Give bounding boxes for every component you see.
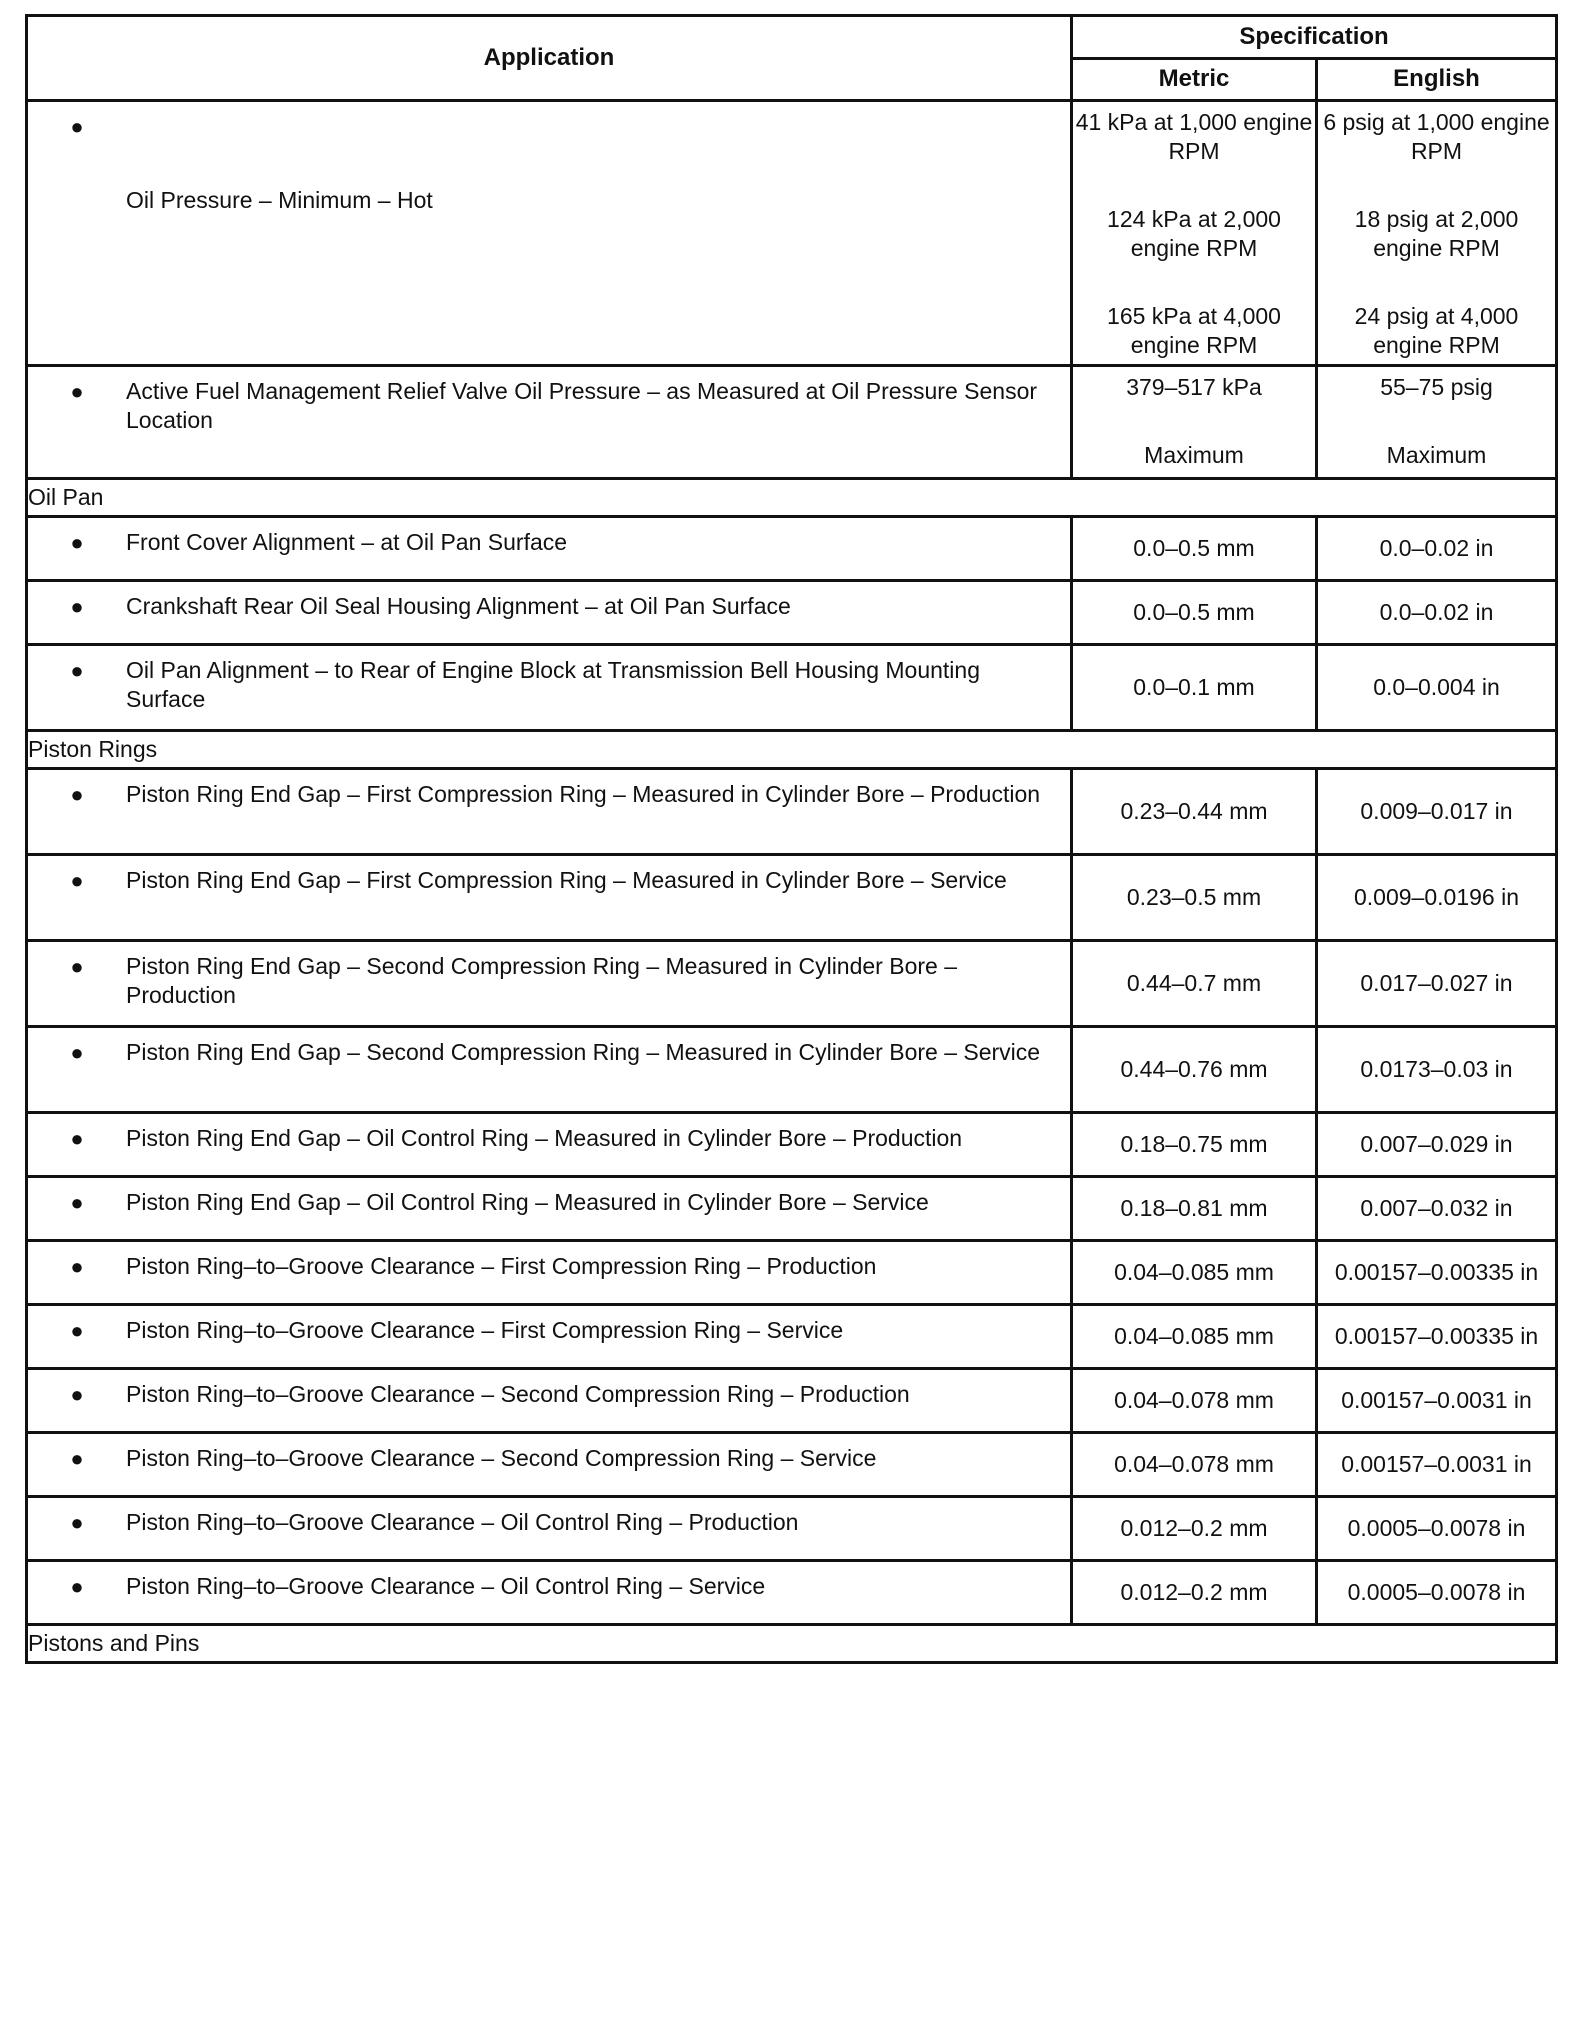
bullet-icon: ● — [70, 1382, 84, 1407]
application-cell — [27, 1113, 1072, 1177]
english-value: 24 psig at 4,000 engine RPM — [1354, 303, 1519, 358]
metric-value: 0.23–0.44 mm — [1072, 769, 1317, 855]
application-text: Piston Ring End Gap – Second Compression Ring – Measured in Cylinder Bore – Production — [126, 953, 957, 1008]
table-row — [27, 1497, 1557, 1561]
bullet-icon: ● — [70, 1040, 84, 1065]
bullet-icon: ● — [70, 594, 84, 619]
bullet-icon: ● — [70, 1510, 84, 1535]
english-value: 0.0173–0.03 in — [1317, 1027, 1557, 1113]
bullet-icon: ● — [70, 1318, 84, 1343]
section-row — [27, 731, 1557, 769]
application-cell — [27, 645, 1072, 731]
table-row — [27, 366, 1557, 479]
english-value: 18 psig at 2,000 engine RPM — [1354, 206, 1519, 261]
application-text: Piston Ring End Gap – Oil Control Ring – Measured in Cylinder Bore – Production — [126, 1125, 963, 1151]
bullet-icon: ● — [70, 1446, 84, 1471]
bullet-icon: ● — [70, 954, 84, 979]
metric-cell — [1072, 366, 1317, 479]
application-text: Piston Ring–to–Groove Clearance – First Compression Ring – Service — [126, 1317, 844, 1343]
table-row — [27, 1113, 1557, 1177]
metric-value: 0.04–0.078 mm — [1072, 1433, 1317, 1497]
english-value: 0.00157–0.00335 in — [1317, 1241, 1557, 1305]
table-row — [27, 101, 1557, 366]
english-cell — [1317, 101, 1557, 366]
metric-value: 0.0–0.5 mm — [1072, 581, 1317, 645]
section-title: Oil Pan — [27, 479, 1557, 517]
application-text: Piston Ring–to–Groove Clearance – Oil Control Ring – Production — [126, 1509, 799, 1535]
english-value: 0.0–0.02 in — [1317, 517, 1557, 581]
english-cell — [1317, 366, 1557, 479]
application-text: Piston Ring–to–Groove Clearance – Second Compression Ring – Service — [126, 1445, 877, 1471]
table-row — [27, 517, 1557, 581]
application-cell — [27, 517, 1072, 581]
application-text: Active Fuel Management Relief Valve Oil Pressure – as Measured at Oil Pressure Sensor Location — [126, 378, 1038, 433]
table-row — [27, 1027, 1557, 1113]
table-row — [27, 1369, 1557, 1433]
application-cell — [27, 1027, 1072, 1113]
section-row — [27, 479, 1557, 517]
english-header: English — [1317, 58, 1557, 101]
metric-value: 0.04–0.085 mm — [1072, 1305, 1317, 1369]
table-row — [27, 769, 1557, 855]
metric-value: 0.23–0.5 mm — [1072, 855, 1317, 941]
english-value: 0.00157–0.00335 in — [1317, 1305, 1557, 1369]
english-value: 0.0005–0.0078 in — [1317, 1561, 1557, 1625]
bullet-icon: ● — [70, 1254, 84, 1279]
application-text: Piston Ring–to–Groove Clearance – Oil Control Ring – Service — [126, 1573, 766, 1599]
application-cell — [27, 1177, 1072, 1241]
table-row — [27, 855, 1557, 941]
english-value: 6 psig at 1,000 engine RPM — [1323, 109, 1550, 164]
english-value: 0.017–0.027 in — [1317, 941, 1557, 1027]
application-cell — [27, 1241, 1072, 1305]
application-header: Application — [27, 16, 1072, 101]
section-row — [27, 1625, 1557, 1663]
metric-value: 41 kPa at 1,000 engine RPM — [1075, 109, 1313, 164]
specification-header: Specification — [1072, 16, 1557, 59]
application-cell — [27, 1369, 1072, 1433]
bullet-icon: ● — [70, 530, 84, 555]
table-row — [27, 581, 1557, 645]
table-row — [27, 1433, 1557, 1497]
metric-value: 379–517 kPa — [1126, 374, 1262, 400]
table-row — [27, 1177, 1557, 1241]
section-title: Pistons and Pins — [27, 1625, 1557, 1663]
application-text: Oil Pressure – Minimum – Hot — [126, 187, 433, 213]
metric-value: 0.04–0.078 mm — [1072, 1369, 1317, 1433]
metric-value: 124 kPa at 2,000 engine RPM — [1107, 206, 1281, 261]
metric-note: Maximum — [1144, 442, 1244, 468]
application-cell — [27, 1433, 1072, 1497]
application-cell — [27, 1497, 1072, 1561]
application-cell — [27, 1305, 1072, 1369]
bullet-icon: ● — [70, 1574, 84, 1599]
metric-header: Metric — [1072, 58, 1317, 101]
english-value: 0.007–0.029 in — [1317, 1113, 1557, 1177]
english-value: 0.009–0.0196 in — [1317, 855, 1557, 941]
table-row — [27, 1305, 1557, 1369]
metric-value: 0.44–0.76 mm — [1072, 1027, 1317, 1113]
metric-value: 0.04–0.085 mm — [1072, 1241, 1317, 1305]
bullet-icon: ● — [70, 1190, 84, 1215]
application-cell — [27, 1561, 1072, 1625]
metric-value: 165 kPa at 4,000 engine RPM — [1107, 303, 1281, 358]
specification-table — [25, 14, 1558, 1664]
english-value: 0.0–0.004 in — [1317, 645, 1557, 731]
metric-cell — [1072, 101, 1317, 366]
application-cell — [27, 855, 1072, 941]
metric-value: 0.18–0.75 mm — [1072, 1113, 1317, 1177]
application-text: Piston Ring End Gap – First Compression Ring – Measured in Cylinder Bore – Production — [126, 781, 1041, 807]
metric-value: 0.0–0.5 mm — [1072, 517, 1317, 581]
bullet-icon: ● — [70, 658, 84, 683]
english-value: 0.00157–0.0031 in — [1317, 1433, 1557, 1497]
application-text: Piston Ring End Gap – First Compression Ring – Measured in Cylinder Bore – Service — [126, 867, 1007, 893]
table-row — [27, 645, 1557, 731]
english-value: 0.0–0.02 in — [1317, 581, 1557, 645]
metric-value: 0.012–0.2 mm — [1072, 1497, 1317, 1561]
table-row — [27, 1241, 1557, 1305]
application-text: Crankshaft Rear Oil Seal Housing Alignment – at Oil Pan Surface — [126, 593, 791, 619]
application-text: Piston Ring End Gap – Second Compression Ring – Measured in Cylinder Bore – Service — [126, 1039, 1041, 1065]
section-title: Piston Rings — [27, 731, 1557, 769]
bullet-icon: ● — [70, 1126, 84, 1151]
application-text: Piston Ring–to–Groove Clearance – Second Compression Ring – Production — [126, 1381, 910, 1407]
application-cell — [27, 581, 1072, 645]
application-cell — [27, 769, 1072, 855]
metric-value: 0.18–0.81 mm — [1072, 1177, 1317, 1241]
english-value: 55–75 psig — [1380, 374, 1493, 400]
bullet-icon: ● — [70, 868, 84, 893]
application-text: Oil Pan Alignment – to Rear of Engine Block at Transmission Bell Housing Mounting Surface — [126, 657, 980, 712]
application-text: Piston Ring End Gap – Oil Control Ring – Measured in Cylinder Bore – Service — [126, 1189, 929, 1215]
bullet-icon: ● — [70, 114, 84, 139]
english-value: 0.007–0.032 in — [1317, 1177, 1557, 1241]
application-cell — [27, 101, 1072, 366]
application-text: Front Cover Alignment – at Oil Pan Surface — [126, 529, 568, 555]
table-row — [27, 1561, 1557, 1625]
metric-value: 0.012–0.2 mm — [1072, 1561, 1317, 1625]
english-value: 0.00157–0.0031 in — [1317, 1369, 1557, 1433]
metric-value: 0.44–0.7 mm — [1072, 941, 1317, 1027]
english-note: Maximum — [1386, 442, 1487, 468]
english-value: 0.0005–0.0078 in — [1317, 1497, 1557, 1561]
bullet-icon: ● — [70, 379, 84, 404]
application-cell — [27, 941, 1072, 1027]
table-row — [27, 941, 1557, 1027]
application-cell — [27, 366, 1072, 479]
english-value: 0.009–0.017 in — [1317, 769, 1557, 855]
application-text: Piston Ring–to–Groove Clearance – First Compression Ring – Production — [126, 1253, 877, 1279]
bullet-icon: ● — [70, 782, 84, 807]
metric-value: 0.0–0.1 mm — [1072, 645, 1317, 731]
